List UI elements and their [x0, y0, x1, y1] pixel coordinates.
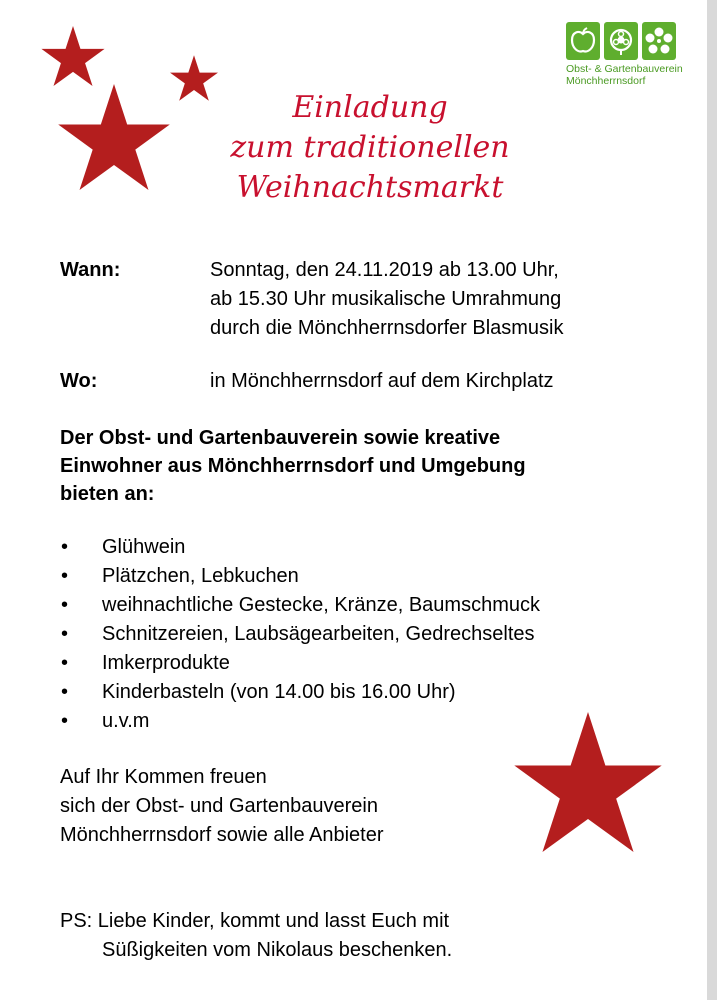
when-line3: durch die Mönchherrnsdorfer Blasmusik	[210, 317, 564, 339]
bullet-icon: •	[61, 565, 69, 587]
flower-icon	[604, 22, 638, 60]
when-line1: Sonntag, den 24.11.2019 ab 13.00 Uhr,	[210, 259, 559, 281]
where-value: in Mönchherrnsdorf auf dem Kirchplatz	[210, 370, 554, 392]
list-item	[58, 678, 540, 707]
bullet-icon: •	[61, 652, 69, 674]
where-label: Wo:	[60, 370, 98, 392]
logo-caption-line1: Obst- & Gartenbauverein	[566, 63, 683, 75]
list-item-text: Schnitzereien, Laubsägearbeiten, Gedrechseltes	[102, 623, 535, 645]
list-item	[58, 562, 540, 591]
when-line2: ab 15.30 Uhr musikalische Umrahmung	[210, 288, 562, 310]
closing-line2: sich der Obst- und Gartenbauverein	[60, 795, 378, 817]
list-item	[58, 649, 540, 678]
list-item-text: Plätzchen, Lebkuchen	[102, 565, 299, 587]
star-icon-large	[54, 84, 174, 190]
bullet-icon: •	[61, 681, 69, 703]
list-item	[58, 620, 540, 649]
offer-line3: bieten an:	[60, 483, 155, 505]
bullet-icon: •	[61, 536, 69, 558]
list-item	[58, 591, 540, 620]
offer-list	[58, 533, 540, 736]
offer-line2: Einwohner aus Mönchherrnsdorf und Umgebung	[60, 455, 526, 477]
list-item	[58, 707, 540, 736]
title-line2: zum traditionellen	[230, 130, 510, 165]
when-label: Wann:	[60, 259, 121, 281]
closing-line1: Auf Ihr Kommen freuen	[60, 766, 267, 788]
title-line3: Weihnachtsmarkt	[236, 170, 504, 205]
ps-line1: PS: Liebe Kinder, kommt und lasst Euch mit	[60, 910, 450, 932]
list-item-text: Imkerprodukte	[102, 652, 230, 674]
offer-line1: Der Obst- und Gartenbauverein sowie kreative	[60, 427, 501, 449]
blossom-icon	[642, 22, 676, 60]
list-item-text: u.v.m	[102, 710, 150, 732]
bullet-icon: •	[61, 710, 69, 732]
list-item-text: weihnachtliche Gestecke, Kränze, Baumschmuck	[102, 594, 540, 616]
logo-caption-line2: Mönchherrnsdorf	[566, 75, 646, 87]
bullet-icon: •	[61, 623, 69, 645]
ps-line2: Süßigkeiten vom Nikolaus beschenken.	[102, 939, 453, 961]
club-logo	[566, 22, 690, 87]
title-line1: Einladung	[292, 90, 448, 125]
apple-icon	[566, 22, 600, 60]
list-item-text: Glühwein	[102, 536, 186, 558]
bullet-icon: •	[61, 594, 69, 616]
list-item-text: Kinderbasteln (von 14.00 bis 16.00 Uhr)	[102, 681, 456, 703]
page-title	[190, 88, 550, 208]
star-icon-top-left	[40, 26, 106, 86]
closing-line3: Mönchherrnsdorf sowie alle Anbieter	[60, 824, 384, 846]
list-item	[58, 533, 540, 562]
page-edge	[707, 0, 717, 1000]
